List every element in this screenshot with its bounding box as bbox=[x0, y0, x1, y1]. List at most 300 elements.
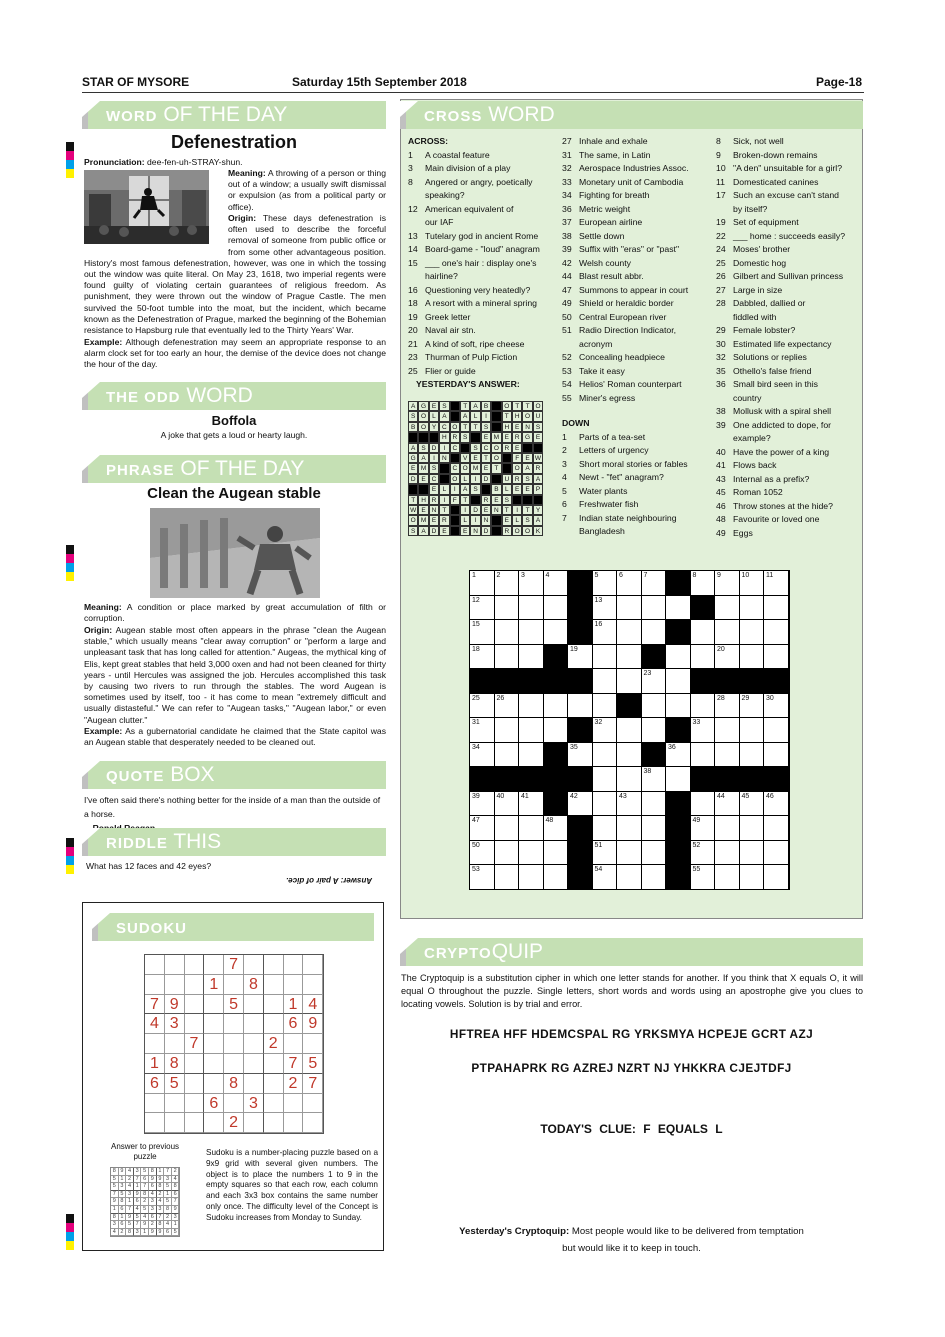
clue-item: 12 American equivalent of bbox=[408, 203, 514, 214]
crossword-cell[interactable] bbox=[642, 694, 667, 719]
pronunciation: Pronunciation: dee-fen-uh-STRAY-shun. bbox=[84, 157, 243, 167]
crossword-cell[interactable] bbox=[715, 816, 740, 841]
yesterday-cell: I bbox=[460, 505, 470, 515]
clue-item: 4 Newt - "fet" anagram? bbox=[562, 472, 664, 482]
crossword-cell[interactable] bbox=[740, 620, 765, 645]
crossword-cell[interactable] bbox=[617, 767, 642, 792]
crossword-cell[interactable]: 43 bbox=[617, 792, 642, 817]
page-number: Page-18 bbox=[815, 75, 862, 89]
sudoku-prev-cell: 8 bbox=[164, 1206, 172, 1214]
sudoku-cell[interactable] bbox=[165, 955, 185, 975]
registration-marks bbox=[66, 838, 74, 874]
sudoku-cell[interactable] bbox=[185, 975, 205, 995]
crossword-cell[interactable] bbox=[544, 865, 569, 890]
crossword-cell[interactable] bbox=[642, 865, 667, 890]
crossword-block bbox=[715, 767, 740, 792]
crossword-cell[interactable]: 50 bbox=[470, 841, 495, 866]
crossword-cell[interactable]: 25 bbox=[470, 694, 495, 719]
sudoku-prev-cell: 7 bbox=[164, 1168, 172, 1176]
yesterday-cell: D bbox=[429, 443, 439, 453]
crossword-cell[interactable]: 15 bbox=[470, 620, 495, 645]
crossword-cell[interactable]: 29 bbox=[740, 694, 765, 719]
crossword-cell[interactable] bbox=[764, 596, 789, 621]
sudoku-cell: 2 bbox=[284, 1074, 304, 1094]
crossword-cell[interactable]: 10 bbox=[740, 571, 765, 596]
crossword-cell[interactable]: 1 bbox=[470, 571, 495, 596]
crossword-cell[interactable] bbox=[764, 841, 789, 866]
crossword-cell[interactable] bbox=[764, 816, 789, 841]
crossword-cell[interactable] bbox=[519, 718, 544, 743]
yesterday-cell: O bbox=[418, 411, 428, 421]
sudoku-prev-cell: 8 bbox=[157, 1183, 165, 1191]
crossword-cell[interactable] bbox=[691, 645, 716, 670]
sudoku-prev-cell: 4 bbox=[134, 1206, 142, 1214]
crossword-block bbox=[642, 645, 667, 670]
crossword-cell[interactable]: 35 bbox=[568, 743, 593, 768]
sudoku-cell[interactable] bbox=[264, 1094, 284, 1114]
clue-item: 31 The same, in Latin bbox=[562, 149, 651, 160]
yesterday-block bbox=[408, 484, 418, 494]
crossword-cell[interactable] bbox=[617, 743, 642, 768]
crossword-cell[interactable] bbox=[519, 620, 544, 645]
yesterday-cell: E bbox=[491, 495, 501, 505]
crossword-cell[interactable] bbox=[691, 694, 716, 719]
sudoku-cell[interactable] bbox=[264, 995, 284, 1015]
sudoku-prev-cell: 6 bbox=[119, 1221, 127, 1229]
clue-item: 22 ___ home : succeeds easily? bbox=[716, 230, 846, 241]
clue-item: country bbox=[733, 392, 762, 403]
crossword-cell[interactable] bbox=[544, 694, 569, 719]
registration-marks bbox=[66, 1214, 74, 1250]
clue-item: 1 Parts of a tea-set bbox=[562, 431, 646, 442]
yesterday-cell: T bbox=[491, 463, 501, 473]
crossword-cell[interactable]: 28 bbox=[715, 694, 740, 719]
yesterday-cell: H bbox=[418, 495, 428, 505]
crossword-block bbox=[519, 669, 544, 694]
crossword-cell[interactable] bbox=[544, 596, 569, 621]
sudoku-prev-cell: 9 bbox=[157, 1176, 165, 1184]
yesterday-cell: S bbox=[439, 401, 449, 411]
sudoku-cell[interactable] bbox=[185, 955, 205, 975]
crossword-cell[interactable] bbox=[740, 645, 765, 670]
crossword-cell[interactable] bbox=[593, 743, 618, 768]
clue-item: 51 Radio Direction Indicator, bbox=[562, 325, 677, 335]
yesterday-cell: C bbox=[481, 443, 491, 453]
sudoku-cell[interactable] bbox=[145, 1113, 165, 1133]
crossword-cell[interactable] bbox=[691, 743, 716, 768]
sudoku-cell[interactable] bbox=[145, 955, 165, 975]
sudoku-cell: 7 bbox=[303, 1074, 323, 1094]
crossword-cell[interactable]: 47 bbox=[470, 816, 495, 841]
crossword-cell[interactable]: 18 bbox=[470, 645, 495, 670]
sudoku-cell[interactable] bbox=[145, 1094, 165, 1114]
crossword-cell[interactable] bbox=[666, 767, 691, 792]
sudoku-cell: 7 bbox=[284, 1054, 304, 1074]
crossword-cell[interactable] bbox=[593, 816, 618, 841]
crossword-cell[interactable] bbox=[666, 669, 691, 694]
crossword-cell[interactable]: 40 bbox=[495, 792, 520, 817]
yesterday-cell: B bbox=[408, 422, 418, 432]
sudoku-prev-cell: 3 bbox=[164, 1176, 172, 1184]
sudoku-cell: 5 bbox=[165, 1074, 185, 1094]
crossword-cell[interactable]: 26 bbox=[495, 694, 520, 719]
crossword-cell[interactable] bbox=[593, 792, 618, 817]
crossword-cell[interactable]: 19 bbox=[568, 645, 593, 670]
sudoku-cell[interactable] bbox=[284, 955, 304, 975]
crossword-cell[interactable] bbox=[495, 865, 520, 890]
quote-text: I've often said there's nothing better for the inside of a man than the outside of a horse. bbox=[84, 795, 381, 819]
sudoku-cell[interactable] bbox=[303, 1113, 323, 1133]
crossword-cell[interactable] bbox=[666, 645, 691, 670]
sudoku-cell[interactable] bbox=[224, 1094, 244, 1114]
sudoku-prev-cell: 1 bbox=[141, 1229, 149, 1237]
clue-item: 19 Greek letter bbox=[408, 311, 471, 322]
clue-item: speaking? bbox=[425, 190, 465, 200]
crossword-cell[interactable]: 32 bbox=[593, 718, 618, 743]
sudoku-prev-cell: 9 bbox=[141, 1221, 149, 1229]
crossword-cell[interactable] bbox=[764, 620, 789, 645]
crossword-cell[interactable]: 2 bbox=[495, 571, 520, 596]
sudoku-cell[interactable] bbox=[244, 1074, 264, 1094]
crossword-cell[interactable] bbox=[544, 841, 569, 866]
sudoku-cell[interactable] bbox=[185, 995, 205, 1015]
yesterday-cell: S bbox=[481, 422, 491, 432]
crossword-cell[interactable] bbox=[642, 596, 667, 621]
sudoku-cell[interactable] bbox=[145, 1034, 165, 1054]
yesterday-cell: B bbox=[481, 401, 491, 411]
crossword-cell[interactable]: 4 bbox=[544, 571, 569, 596]
sudoku-cell[interactable] bbox=[204, 995, 224, 1015]
yesterday-cell: T bbox=[502, 505, 512, 515]
sudoku-cell[interactable] bbox=[204, 1054, 224, 1074]
crossword-cell[interactable]: 20 bbox=[715, 645, 740, 670]
crossword-cell[interactable] bbox=[519, 816, 544, 841]
sudoku-prev-cell: 1 bbox=[157, 1168, 165, 1176]
clue-item: 16 Questioning very heatedly? bbox=[408, 284, 531, 295]
crossword-cell[interactable] bbox=[617, 669, 642, 694]
sudoku-cell: 8 bbox=[165, 1054, 185, 1074]
sudoku-cell[interactable] bbox=[145, 975, 165, 995]
sudoku-cell[interactable] bbox=[284, 1094, 304, 1114]
sudoku-cell[interactable] bbox=[224, 1014, 244, 1034]
crossword-cell[interactable] bbox=[495, 596, 520, 621]
yesterday-block bbox=[408, 432, 418, 442]
clue-item: 35 Othello's false friend bbox=[716, 365, 812, 376]
yesterday-cell: A bbox=[439, 411, 449, 421]
sudoku-prev-cell: 9 bbox=[119, 1168, 127, 1176]
crossword-cell[interactable] bbox=[617, 865, 642, 890]
cryptoquip-yesterday: Yesterday's Cryptoquip: Most people would like to be delivered from temptation but would like it to keep in touch. bbox=[459, 1226, 804, 1254]
crossword-cell[interactable] bbox=[495, 816, 520, 841]
clue-item: 34 Fighting for breath bbox=[562, 190, 650, 200]
sudoku-cell[interactable] bbox=[244, 1054, 264, 1074]
sudoku-prev-cell: 9 bbox=[149, 1176, 157, 1184]
sudoku-cell[interactable] bbox=[264, 1054, 284, 1074]
clue-item: 20 Naval air stn. bbox=[408, 325, 476, 335]
yesterday-cell: S bbox=[408, 411, 418, 421]
sudoku-cell[interactable] bbox=[165, 1034, 185, 1054]
crossword-cell[interactable] bbox=[715, 620, 740, 645]
crossword-cell[interactable]: 45 bbox=[740, 792, 765, 817]
sudoku-cell[interactable] bbox=[303, 975, 323, 995]
yesterday-cell: Y bbox=[533, 505, 543, 515]
crossword-cell[interactable] bbox=[617, 816, 642, 841]
crossword-cell[interactable]: 54 bbox=[593, 865, 618, 890]
crossword-cell[interactable]: 51 bbox=[593, 841, 618, 866]
crossword-cell[interactable]: 9 bbox=[715, 571, 740, 596]
sudoku-cell[interactable] bbox=[224, 975, 244, 995]
sudoku-cell[interactable] bbox=[204, 1113, 224, 1133]
crossword-cell[interactable] bbox=[519, 841, 544, 866]
crossword-cell[interactable]: 36 bbox=[666, 743, 691, 768]
crossword-block bbox=[764, 767, 789, 792]
sudoku-cell[interactable] bbox=[284, 1034, 304, 1054]
sudoku-prev-cell: 6 bbox=[172, 1191, 180, 1199]
crossword-cell[interactable] bbox=[642, 792, 667, 817]
crossword-cell[interactable]: 48 bbox=[544, 816, 569, 841]
crossword-cell[interactable] bbox=[740, 841, 765, 866]
crossword-cell[interactable] bbox=[495, 718, 520, 743]
yesterday-cell: R bbox=[481, 495, 491, 505]
crossword-cell[interactable] bbox=[495, 743, 520, 768]
sudoku-prev-cell: 1 bbox=[119, 1176, 127, 1184]
sudoku-cell[interactable] bbox=[204, 1014, 224, 1034]
yesterday-grid bbox=[408, 401, 544, 538]
sudoku-cell[interactable] bbox=[264, 1014, 284, 1034]
crossword-cell[interactable] bbox=[691, 620, 716, 645]
yesterday-cell: A bbox=[408, 443, 418, 453]
sudoku-prev-cell: 8 bbox=[111, 1168, 119, 1176]
crossword-cell[interactable] bbox=[617, 620, 642, 645]
crossword-block bbox=[666, 792, 691, 817]
crossword-cell[interactable] bbox=[495, 841, 520, 866]
crossword-cell[interactable] bbox=[617, 596, 642, 621]
crossword-cell[interactable] bbox=[568, 694, 593, 719]
sudoku-cell[interactable] bbox=[185, 1113, 205, 1133]
yesterday-cell: E bbox=[418, 505, 428, 515]
crossword-cell[interactable]: 39 bbox=[470, 792, 495, 817]
yesterday-cell: L bbox=[429, 411, 439, 421]
clue-item: hairline? bbox=[425, 271, 458, 281]
clue-item: 2 Letters of urgency bbox=[562, 445, 649, 455]
sudoku-prev-cell: 5 bbox=[164, 1198, 172, 1206]
crossword-cell[interactable] bbox=[715, 841, 740, 866]
sudoku-prev-cell: 5 bbox=[126, 1221, 134, 1229]
crossword-cell[interactable]: 42 bbox=[568, 792, 593, 817]
sudoku-cell[interactable] bbox=[284, 975, 304, 995]
crossword-cell[interactable] bbox=[593, 694, 618, 719]
crossword-cell[interactable] bbox=[593, 669, 618, 694]
crossword-cell[interactable] bbox=[691, 792, 716, 817]
sudoku-cell[interactable] bbox=[185, 1014, 205, 1034]
crossword-block bbox=[568, 865, 593, 890]
crossword-cell[interactable] bbox=[617, 841, 642, 866]
clue-item: example? bbox=[733, 433, 771, 443]
yesterday-cell: R bbox=[502, 443, 512, 453]
crossword-cell[interactable] bbox=[666, 596, 691, 621]
sudoku-prev-cell: 2 bbox=[172, 1168, 180, 1176]
crossword-cell[interactable] bbox=[715, 865, 740, 890]
crossword-block bbox=[617, 694, 642, 719]
sudoku-prev-cell: 1 bbox=[172, 1221, 180, 1229]
crossword-cell[interactable] bbox=[519, 596, 544, 621]
yesterday-cell: L bbox=[512, 515, 522, 525]
sudoku-cell[interactable] bbox=[264, 975, 284, 995]
crossword-cell[interactable] bbox=[544, 620, 569, 645]
crossword-cell[interactable]: 5 bbox=[593, 571, 618, 596]
yesterday-block bbox=[533, 443, 543, 453]
crossword-cell[interactable] bbox=[666, 694, 691, 719]
crossword-cell[interactable] bbox=[715, 718, 740, 743]
yesterday-block bbox=[491, 401, 501, 411]
clue-item: 9 Broken-down remains bbox=[716, 149, 818, 160]
quote-band: QUOTE BOX bbox=[82, 761, 386, 789]
crossword-cell[interactable] bbox=[715, 743, 740, 768]
crossword-cell[interactable]: 46 bbox=[764, 792, 789, 817]
crossword-cell[interactable] bbox=[495, 620, 520, 645]
crossword-cell[interactable]: 34 bbox=[470, 743, 495, 768]
sudoku-cell[interactable] bbox=[303, 1094, 323, 1114]
sudoku-prev-cell: 4 bbox=[126, 1168, 134, 1176]
crossword-cell[interactable] bbox=[764, 718, 789, 743]
crossword-cell[interactable] bbox=[519, 694, 544, 719]
sudoku-cell[interactable] bbox=[264, 955, 284, 975]
sudoku-cell: 2 bbox=[264, 1034, 284, 1054]
yesterday-cell: I bbox=[439, 495, 449, 505]
yesterday-block bbox=[522, 443, 532, 453]
crossword-cell[interactable] bbox=[642, 718, 667, 743]
sudoku-prev-cell: 4 bbox=[157, 1198, 165, 1206]
crossword-cell[interactable]: 23 bbox=[642, 669, 667, 694]
yesterday-cell: I bbox=[429, 453, 439, 463]
sudoku-prev-cell: 2 bbox=[157, 1191, 165, 1199]
crossword-cell[interactable]: 7 bbox=[642, 571, 667, 596]
paper-name: STAR OF MYSORE bbox=[82, 75, 190, 89]
sudoku-cell[interactable] bbox=[224, 1034, 244, 1054]
crossword-cell[interactable] bbox=[740, 718, 765, 743]
yesterday-block bbox=[491, 411, 501, 421]
crossword-cell[interactable]: 12 bbox=[470, 596, 495, 621]
sudoku-cell[interactable] bbox=[165, 975, 185, 995]
sudoku-cell: 4 bbox=[303, 995, 323, 1015]
crossword-cell[interactable] bbox=[593, 767, 618, 792]
crossword-cell[interactable] bbox=[519, 865, 544, 890]
sudoku-cell[interactable] bbox=[165, 1113, 185, 1133]
crossword-cell[interactable] bbox=[715, 596, 740, 621]
yesterday-cell: L bbox=[460, 474, 470, 484]
sudoku-prev-cell: 2 bbox=[149, 1221, 157, 1229]
yesterday-block bbox=[533, 495, 543, 505]
crossword-cell[interactable]: 33 bbox=[691, 718, 716, 743]
crossword-cell[interactable] bbox=[764, 645, 789, 670]
crossword-cell[interactable] bbox=[519, 743, 544, 768]
sudoku-cell[interactable] bbox=[185, 1074, 205, 1094]
crossword-cell[interactable]: 13 bbox=[593, 596, 618, 621]
sudoku-cell[interactable] bbox=[244, 1034, 264, 1054]
crossword-cell[interactable]: 53 bbox=[470, 865, 495, 890]
crossword-cell[interactable] bbox=[519, 645, 544, 670]
crossword-cell[interactable]: 55 bbox=[691, 865, 716, 890]
crossword-cell[interactable] bbox=[642, 841, 667, 866]
crossword-cell[interactable] bbox=[642, 816, 667, 841]
sudoku-prev-cell: 9 bbox=[172, 1206, 180, 1214]
crossword-cell[interactable] bbox=[495, 645, 520, 670]
sudoku-cell: 6 bbox=[284, 1014, 304, 1034]
crossword-cell[interactable] bbox=[740, 743, 765, 768]
clue-item: 38 Mollusk with a spiral shell bbox=[716, 406, 832, 416]
yesterday-cell: N bbox=[522, 422, 532, 432]
crossword-cell[interactable]: 8 bbox=[691, 571, 716, 596]
crossword-cell[interactable]: 6 bbox=[617, 571, 642, 596]
sudoku-cell[interactable] bbox=[185, 1054, 205, 1074]
yesterday-cell: R bbox=[439, 515, 449, 525]
sudoku-cell[interactable] bbox=[204, 1034, 224, 1054]
crossword-cell[interactable] bbox=[617, 645, 642, 670]
sudoku-cell[interactable] bbox=[244, 995, 264, 1015]
yesterday-cell: A bbox=[418, 453, 428, 463]
sudoku-cell[interactable] bbox=[165, 1094, 185, 1114]
yesterday-cell: N bbox=[429, 505, 439, 515]
sudoku-cell[interactable] bbox=[303, 1034, 323, 1054]
sudoku-cell[interactable] bbox=[185, 1094, 205, 1114]
clue-item: 36 Small bird seen in this bbox=[716, 379, 818, 389]
sudoku-cell[interactable] bbox=[284, 1113, 304, 1133]
sudoku-cell[interactable] bbox=[224, 1054, 244, 1074]
crossword-cell[interactable]: 44 bbox=[715, 792, 740, 817]
sudoku-cell[interactable] bbox=[264, 1074, 284, 1094]
sudoku-cell[interactable] bbox=[244, 1113, 264, 1133]
crossword-cell[interactable]: 11 bbox=[764, 571, 789, 596]
yesterday-block bbox=[450, 505, 460, 515]
crossword-cell[interactable] bbox=[544, 718, 569, 743]
crossword-cell[interactable]: 30 bbox=[764, 694, 789, 719]
sudoku-cell[interactable] bbox=[244, 1014, 264, 1034]
clue-item: 1 A coastal feature bbox=[408, 149, 490, 160]
clue-item: our IAF bbox=[425, 217, 454, 227]
yesterday-cell: A bbox=[408, 401, 418, 411]
crossword-cell[interactable] bbox=[642, 620, 667, 645]
crossword-cell[interactable] bbox=[764, 865, 789, 890]
yesterday-block bbox=[512, 495, 522, 505]
crossword-cell[interactable] bbox=[740, 816, 765, 841]
crossword-cell[interactable]: 16 bbox=[593, 620, 618, 645]
yesterday-cell: P bbox=[533, 484, 543, 494]
sudoku-cell[interactable] bbox=[204, 955, 224, 975]
crossword-cell[interactable] bbox=[593, 645, 618, 670]
sudoku-cell[interactable] bbox=[303, 955, 323, 975]
yesterday-block bbox=[522, 495, 532, 505]
across-heading: ACROSS: bbox=[408, 136, 449, 146]
crossword-block bbox=[568, 596, 593, 621]
yesterday-cell: R bbox=[450, 432, 460, 442]
crossword-cell[interactable]: 3 bbox=[519, 571, 544, 596]
crossword-cell[interactable]: 52 bbox=[691, 841, 716, 866]
crossword-cell[interactable]: 49 bbox=[691, 816, 716, 841]
crossword-cell[interactable] bbox=[617, 718, 642, 743]
sudoku-cell: 7 bbox=[145, 995, 165, 1015]
sudoku-cell[interactable] bbox=[264, 1113, 284, 1133]
crossword-cell[interactable]: 41 bbox=[519, 792, 544, 817]
yesterday-cell: A bbox=[533, 474, 543, 484]
crossword-cell[interactable] bbox=[764, 743, 789, 768]
crossword-cell[interactable] bbox=[740, 596, 765, 621]
sudoku-cell[interactable] bbox=[244, 955, 264, 975]
odd-word-title: Boffola bbox=[211, 413, 257, 428]
crossword-cell[interactable] bbox=[740, 865, 765, 890]
sudoku-cell[interactable] bbox=[204, 1074, 224, 1094]
crossword-cell[interactable]: 31 bbox=[470, 718, 495, 743]
crossword-cell[interactable]: 38 bbox=[642, 767, 667, 792]
